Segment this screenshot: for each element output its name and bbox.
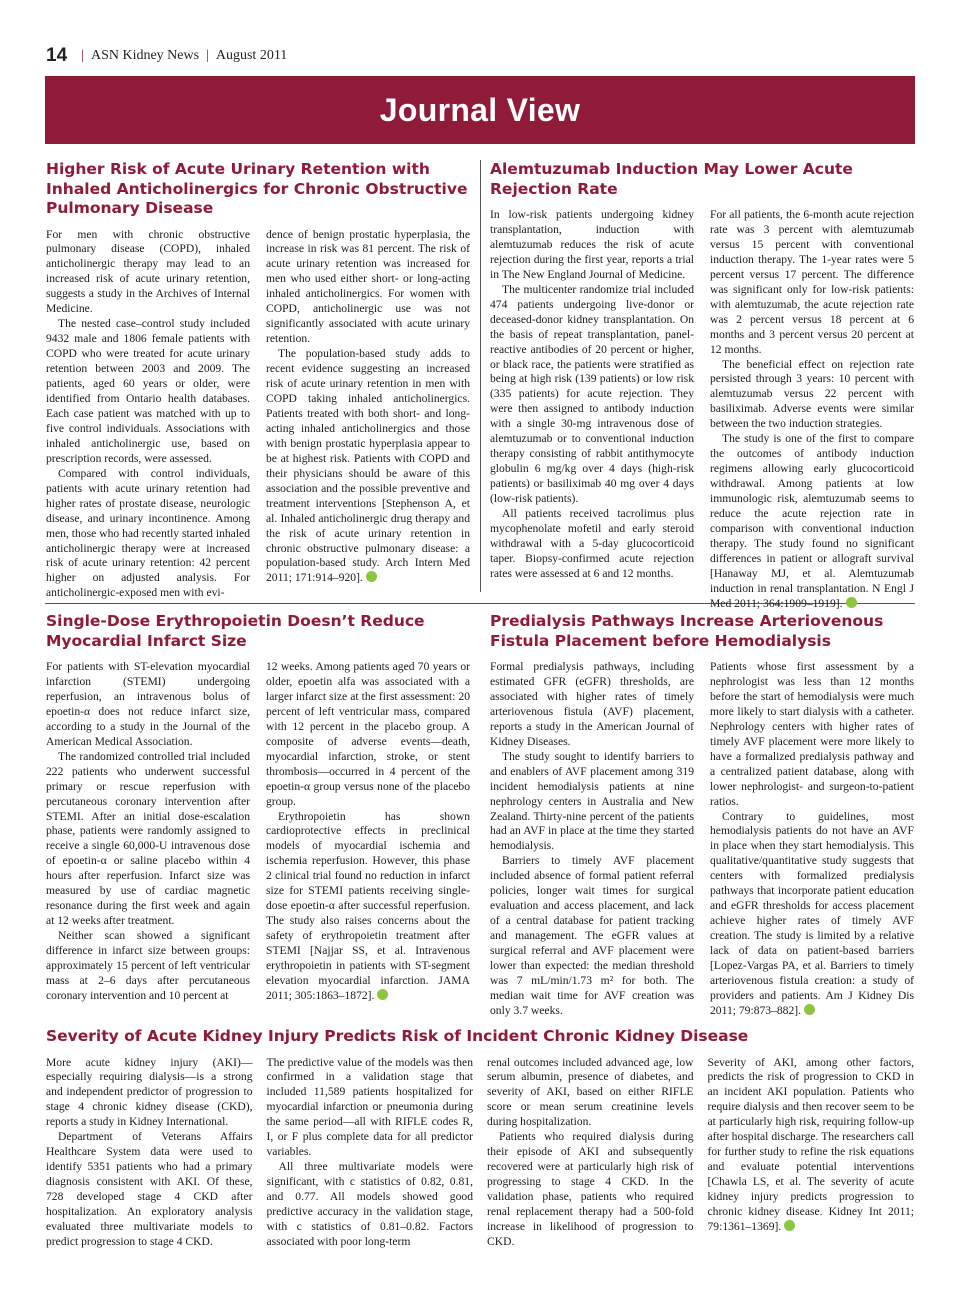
article-paragraph: All three multivariate models were significant, with c statistics of 0.82, 0.81, and 0.77. All models showed good predictive accuracy in the validation stage, with c statistics of 0.81–0.82. Factors associated with poor long-term — [266, 1160, 473, 1248]
publication-name: ASN Kidney News — [90, 48, 200, 63]
issue-date: August 2011 — [215, 48, 288, 63]
article-paragraph: Patients whose first assessment by a nephrologist was less than 12 months before the start of hemodialysis were much more likely to start dialysis with a catheter. Nephrology centers with higher rates of timely AVF placement were more likely to have a formalized predialysis pathway and a centralized patient database, along with lower nephrologist- and surgeon-to-patient ratios. — [710, 660, 914, 808]
article-paragraph: Compared with control individuals, patients with acute urinary retention had higher rates of prostate disease, neurologic disease, and urinary incontinence. Among men, those who had recently started inhaled anticholinergic therapy were at increased risk of acute urinary retention: 42 percent higher on adjusted analysis. For anticholinergic-exposed men with evi- — [46, 466, 250, 600]
article-paragraph: The study sought to identify barriers to and enablers of AVF placement among 319 incident hemodialysis patients at nine nephrology centers in Australia and New Zealand. Thirty-nine percent of the patients had an AVF in place at the time they started hemodialysis. — [490, 749, 694, 853]
end-mark-icon — [784, 1220, 795, 1231]
article-title: Single-Dose Erythropoietin Doesn’t Reduce Myocardial Infarct Size — [46, 612, 425, 650]
end-mark-icon — [846, 597, 857, 608]
page-header — [46, 44, 287, 68]
article-column — [490, 660, 694, 1019]
article-paragraph — [708, 1056, 915, 1235]
article-paragraph: Formal predialysis pathways, including estimated GFR (eGFR) thresholds, are associated with higher rates of timely arteriovenous fistula (AVF) placement, reports a study in the American Journal of Kidney Diseases. — [490, 660, 694, 748]
end-mark-icon — [804, 1004, 815, 1015]
page-number: 14 — [46, 45, 68, 66]
article-paragraph: For all patients, the 6-month acute rejection rate was 3 percent with alemtuzumab versus 15 percent with conventional induction therapy. The 1-year rates were 5 percent versus 17 percent. The difference was significant only for low-risk patients: with alemtuzumab, the acute rejection rate was 2 percent versus 18 percent at 6 months and 3 percent versus 20 percent at 12 months. — [710, 208, 914, 356]
article-paragraph: Department of Veterans Affairs Healthcare System data were used to identify 5351 patients who had a primary diagnosis consistent with AKI. Of these, 728 developed stage 4 CKD after hospitalization. An exploratory analysis evaluated three multivariate models to predict progression to stage 4 CKD. — [46, 1130, 253, 1248]
end-mark-icon — [377, 989, 388, 1000]
article-paragraph: Patients who required dialysis during their episode of AKI and subsequently recovered were at particularly high risk of progressing to stage 4 CKD. In the validation phase, patients who required renal replacement therapy had a 500-fold increase in likelihood of progression to CKD. — [487, 1130, 694, 1248]
article-paragraph: 12 weeks. Among patients aged 70 years or older, epoetin alfa was associated with a larger infarct size at the first assessment: 20 percent of left ventricular mass, compared with 12 percent in the placebo group. A composite of adverse events—death, myocardial infarction, stroke, or stent thrombosis—occurred in 4 percent of the epoetin-α group versus none of the placebo group. — [266, 660, 470, 808]
article-paragraph: renal outcomes included advanced age, low serum albumin, presence of diabetes, and severity of AKI, based on either RIFLE score or mean serum creatinine levels during hospitalization. — [487, 1055, 694, 1129]
article-title: Severity of Acute Kidney Injury Predicts Risk of Incident Chronic Kidney Disease — [46, 1027, 749, 1045]
article-paragraph: For men with chronic obstructive pulmonary disease (COPD), inhaled anticholinergic therapy may lead to an increased risk of acute urinary retention, suggests a study in the Archives of Internal Medicine. — [46, 227, 250, 316]
article-column — [266, 228, 470, 602]
article-paragraph: The nested case–control study included 9432 male and 1806 female patients with COPD who were treated for acute urinary retention between 2003 and 2009. The patients, aged 60 years or older, were identified from Ontario health databases. Each case patient was matched with up to five control individuals. Associations with inhaled anticholinergic use, based on prescription records, were assessed. — [46, 317, 250, 465]
article-column — [46, 660, 250, 1004]
section-banner — [45, 76, 915, 144]
article-paragraph: More acute kidney injury (AKI)—especially requiring dialysis—is a strong and independent predictor of progression to stage 4 chronic kidney disease (CKD), reports a study in Kidney International. — [46, 1055, 253, 1129]
article-aki-severity — [46, 1027, 914, 1250]
article-paragraph: All patients received tacrolimus plus mycophenolate mofetil and early steroid withdrawal with a 5-day glucocorticoid taper. Biopsy-confirmed acute rejection rates were assessed at 6 and 12 months. — [490, 507, 694, 580]
paragraph-text: Erythropoietin has shown cardioprotective effects in preclinical models of myocardial ischemia and ischemia reperfusion. However, this phase 2 clinical trial found no reduction in infarct size for STEMI patients receiving single-dose epoetin-α after successful reperfusion. The study also raises concerns about the safety of erythropoietin treatment after STEMI [Najjar SS, et al. Intravenous erythropoietin in patients with ST-segment elevation myocardial infarction. JAMA 2011; 305:1863–1872]. — [266, 809, 470, 1002]
article-paragraph — [710, 810, 914, 1019]
article-column — [487, 1056, 694, 1250]
article-paragraph: The multicenter randomize trial included 474 patients undergoing live-donor or deceased-donor kidney transplantation. On the basis of repeat transplantation, panel-reactive antibodies of 20 percent or higher, or black race, the patients were stratified as being at high risk (139 patients) or low risk (335 patients) for acute rejection. They were then assigned to antibody induction with a single 30-mg intravenous dose of alemtuzumab or to conventional induction therapy consisting of rabbit antithymocyte globulin 6 mg/kg over 4 days (high-risk patients) or basiliximab 40 mg over 4 days (low-risk patients). — [490, 282, 694, 506]
article-column — [46, 1056, 253, 1250]
article-paragraph: For patients with ST-elevation myocardial infarction (STEMI) undergoing reperfusion, an intravenous bolus of epoetin-α does not reduce infarct size, according to a study in the Journal of the American Medical Association. — [46, 660, 250, 748]
column-divider — [480, 160, 481, 592]
article-column — [266, 660, 470, 1004]
end-mark-icon — [366, 571, 377, 582]
paragraph-text: The study is one of the first to compare the outcomes of antibody induction regimens allowing early glucocorticoid withdrawal. Among patients at low immunologic risk, alemtuzumab seems to reduce the acute rejection rate in comparison with conventional induction therapy. The study found no significant differences in patient or allograft survival [Hanaway MJ, et al. Alemtuzumab induction in renal transplantation. N Engl J Med 2011; 364:1909–1919]. — [710, 432, 914, 610]
article-column — [46, 228, 250, 602]
article-paragraph: The beneficial effect on rejection rate persisted through 3 years: 10 percent with alemtuzumab versus 22 percent with basiliximab. Adverse events were similar between the two induction strategies. — [710, 357, 914, 431]
article-title: Higher Risk of Acute Urinary Retention with Inhaled Anticholinergics for Chronic Obstructive Pulmonary Disease — [46, 160, 468, 217]
paragraph-text: Contrary to guidelines, most hemodialysis patients do not have an AVF in place when they start hemodialysis. This qualitative/quantitative study suggests that centers with formalized predialysis pathways that incorporate patient education and eGFR thresholds for access placement achieve higher rates of timely AVF creation. The study is limited by a relative lack of data on patient-based barriers [Lopez-Vargas PA, et al. Barriers to timely arteriovenous fistula creation: a study of providers and patients. Am J Kidney Dis 2011; 79:873–882]. — [710, 809, 914, 1017]
article-paragraph: Barriers to timely AVF placement included absence of formal patient referral policies, longer wait times for surgical evaluation and access placement, and lack of a central database for patient tracking and management. The eGFR values at surgical referral and AVF placement were lower than expected: the median threshold was 7 mL/min/1.73 m² for both. The median wait time for AVF creation was only 3.7 weeks. — [490, 854, 694, 1017]
paragraph-text: The population-based study adds to recent evidence suggesting an increased risk of acute urinary retention in men with COPD taking inhaled anticholinergics. Patients treated with both short- and long-acting inhaled anticholinergics and those with benign prostatic hyperplasia appear to be at highest risk. Patients with COPD and their physicians should be aware of this association and the possible preventive and treatment interventions [Stephenson A, et al. Inhaled anticholinergic drug therapy and the risk of acute urinary retention in chronic obstructive pulmonary disease: a population-based study. Arch Intern Med 2011; 171:914–920]. — [266, 347, 470, 585]
header-separator: | — [206, 48, 209, 63]
section-title: Journal View — [379, 91, 581, 128]
article-column — [267, 1056, 474, 1250]
article-paragraph — [266, 347, 470, 586]
article-column — [490, 208, 694, 612]
article-column — [708, 1056, 915, 1250]
article-paragraph: The predictive value of the models was then confirmed in a validation stage that included 11,589 patients hospitalized for myocardial infarction or pneumonia during the same period—all with RIFLE codes R, I, or F plus complete data for all predictor variables. — [266, 1055, 473, 1159]
paragraph-text: Severity of AKI, among other factors, predicts the risk of progression to CKD in an incident AKI population. Patients who require dialysis and then recover seem to be at particularly high risk, requiring follow-up after hospital discharge. The researchers call for further study to refine the risk equations and evaluate potential interventions [Chawla LS, et al. The severity of acute kidney injury predicts progression to chronic kidney disease. Kidney Int 2011; 79:1361–1369]. — [707, 1055, 914, 1233]
article-paragraph: In low-risk patients undergoing kidney transplantation, induction with alemtuzumab reduces the risk of acute rejection during the first year, reports a trial in The New England Journal of Medicine. — [490, 208, 694, 281]
article-alemtuzumab — [490, 160, 914, 612]
article-predialysis — [490, 612, 914, 1019]
header-separator: | — [81, 48, 84, 63]
article-title: Alemtuzumab Induction May Lower Acute Rejection Rate — [490, 160, 853, 198]
article-erythropoietin — [46, 612, 470, 1004]
article-urinary-retention — [46, 160, 470, 601]
article-column — [710, 660, 914, 1019]
article-column — [710, 208, 914, 612]
article-paragraph: Neither scan showed a significant difference in infarct size between groups: approximately 15 percent of left ventricular mass at 2–6 days after percutaneous coronary intervention and 10 percent at — [46, 929, 250, 1002]
article-title: Predialysis Pathways Increase Arteriovenous Fistula Placement before Hemodialysis — [490, 612, 884, 650]
article-paragraph — [710, 432, 914, 611]
article-paragraph — [266, 810, 470, 1004]
article-paragraph: The randomized controlled trial included 222 patients who underwent successful primary or rescue reperfusion with percutaneous coronary intervention after STEMI. After an initial dose-escalation phase, patients were randomly assigned to receive a single 60,000-U intravenous dose of epoetin-α or saline placebo within 4 hours after reperfusion. Infarct size was measured by use of cardiac magnetic resonance during the first week and again at 12 weeks after treatment. — [46, 749, 250, 928]
article-paragraph: dence of benign prostatic hyperplasia, the increase in risk was 81 percent. The risk of acute urinary retention was increased for men who used either short- or long-acting inhaled anticholinergics. For women with COPD, anticholinergic use was not significantly associated with acute urinary retention. — [266, 227, 470, 346]
